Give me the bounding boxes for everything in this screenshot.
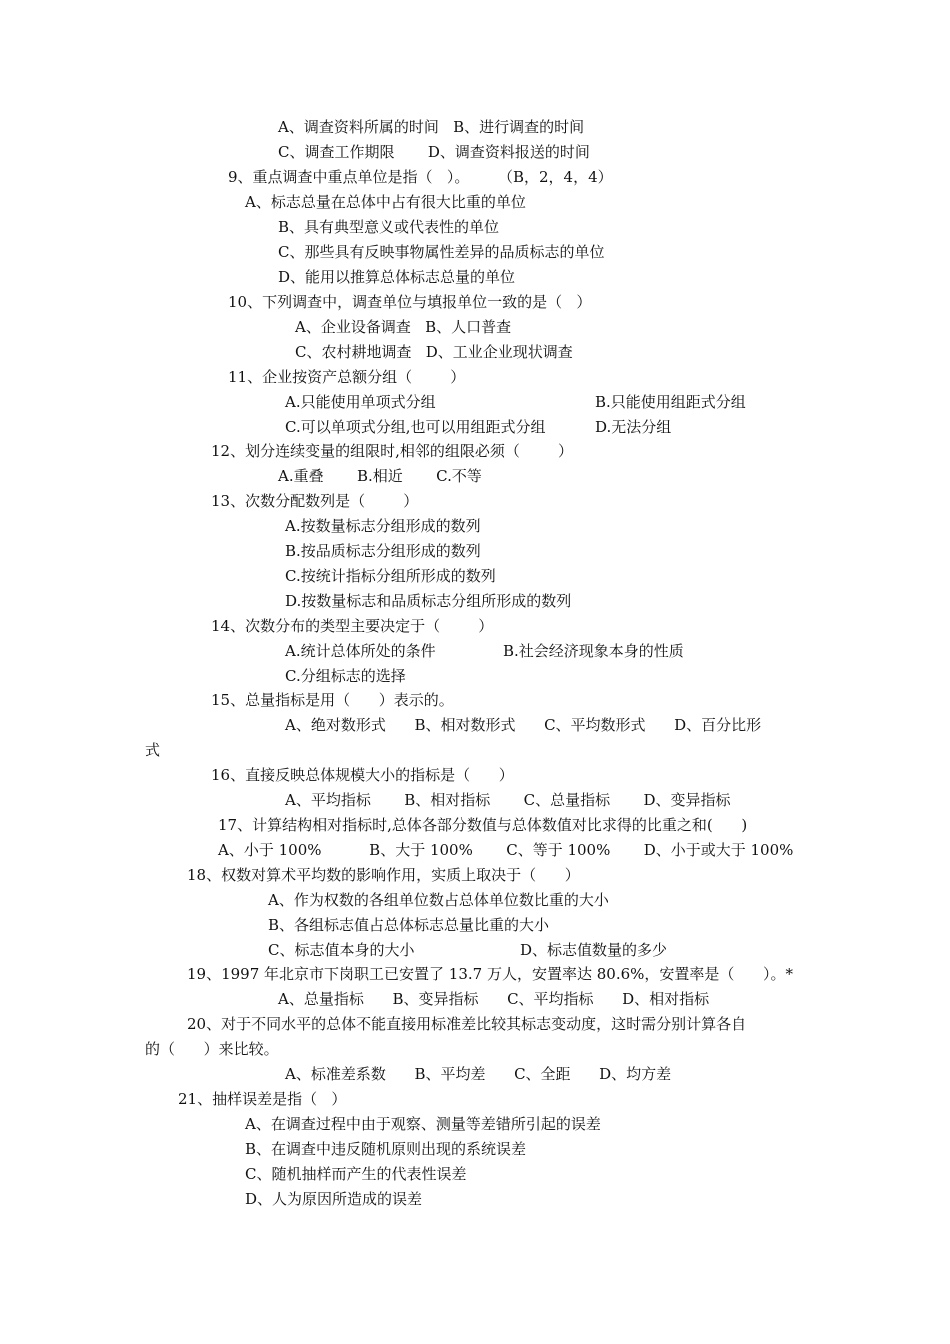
q20-options: A、标准差系数 B、平均差 C、全距 D、均方差 [285, 1065, 672, 1083]
q18-option-c: C、标志值本身的大小 [268, 941, 415, 959]
q14-question: 14、次数分布的类型主要决定于（ ） [211, 617, 494, 635]
q9-option-c: C、那些具有反映事物属性差异的品质标志的单位 [278, 243, 605, 261]
q11-question: 11、企业按资产总额分组（ ） [228, 368, 466, 386]
q13-option-d: D.按数量标志和品质标志分组所形成的数列 [285, 592, 572, 610]
q11-option-a: A.只能使用单项式分组 [285, 393, 436, 411]
q9-question: 9、重点调查中重点单位是指（ ）。 （B，2，4，4） [228, 168, 613, 186]
q13-option-c: C.按统计指标分组所形成的数列 [285, 567, 496, 585]
q16-options: A、平均指标 B、相对指标 C、总量指标 D、变异指标 [285, 791, 731, 809]
q11-option-d: D.无法分组 [595, 418, 672, 436]
q10-question: 10、下列调查中，调查单位与填报单位一致的是（ ） [228, 293, 592, 311]
q15-question: 15、总量指标是用（ ）表示的。 [211, 691, 454, 709]
q11-option-b: B.只能使用组距式分组 [595, 393, 746, 411]
q15-options-wrap: 式 [145, 741, 161, 759]
q13-option-a: A.按数量标志分组形成的数列 [285, 517, 481, 535]
q21-question: 21、抽样误差是指（ ） [178, 1090, 347, 1108]
q21-option-c: C、随机抽样而产生的代表性误差 [245, 1165, 467, 1183]
q18-option-b: B、各组标志值占总体标志总量比重的大小 [268, 916, 550, 934]
q20-question-wrap: 的（ ）来比较。 [145, 1040, 279, 1058]
q21-option-b: B、在调查中违反随机原则出现的系统误差 [245, 1140, 527, 1158]
q21-option-a: A、在调查过程中由于观察、测量等差错所引起的误差 [245, 1115, 601, 1133]
q16-question: 16、直接反映总体规模大小的指标是（ ） [211, 766, 514, 784]
q17-options: A、小于 100% B、大于 100% C、等于 100% D、小于或大于 100% [218, 841, 794, 859]
q13-question: 13、次数分配数列是（ ） [211, 492, 419, 510]
q9-option-a: A、标志总量在总体中占有很大比重的单位 [245, 193, 526, 211]
q20-question: 20、对于不同水平的总体不能直接用标准差比较其标志变动度，这时需分别计算各自 [187, 1015, 747, 1033]
q12-question: 12、划分连续变量的组限时,相邻的组限必须（ ） [211, 442, 574, 460]
q18-option-d: D、标志值数量的多少 [520, 941, 668, 959]
q21-option-d: D、人为原因所造成的误差 [245, 1190, 423, 1208]
q10-options-cd: C、农村耕地调查 D、工业企业现状调查 [295, 343, 573, 361]
q9-option-b: B、具有典型意义或代表性的单位 [278, 218, 500, 236]
q19-question: 19、1997 年北京市下岗职工已安置了 13.7 万人，安置率达 80.6%，安置率是（ ）。* [187, 965, 793, 983]
q8-options-cd: C、调查工作期限 D、调查资料报送的时间 [278, 143, 590, 161]
q10-options-ab: A、企业设备调查 B、人口普查 [295, 318, 512, 336]
q18-option-a: A、作为权数的各组单位数占总体单位数比重的大小 [268, 891, 609, 909]
q14-option-c: C.分组标志的选择 [285, 667, 406, 685]
q9-option-d: D、能用以推算总体标志总量的单位 [278, 268, 516, 286]
q12-options: A.重叠 B.相近 C.不等 [278, 467, 482, 485]
q15-options: A、绝对数形式 B、相对数形式 C、平均数形式 D、百分比形 [285, 716, 762, 734]
q14-option-a: A.统计总体所处的条件 [285, 642, 436, 660]
q19-options: A、总量指标 B、变异指标 C、平均指标 D、相对指标 [278, 990, 710, 1008]
q11-option-c: C.可以单项式分组,也可以用组距式分组 [285, 418, 546, 436]
q18-question: 18、权数对算术平均数的影响作用，实质上取决于（ ） [187, 866, 580, 884]
q17-question: 17、计算结构相对指标时,总体各部分数值与总体数值对比求得的比重之和( ) [218, 816, 748, 834]
q14-option-b: B.社会经济现象本身的性质 [503, 642, 684, 660]
q13-option-b: B.按品质标志分组形成的数列 [285, 542, 481, 560]
q8-options-ab: A、调查资料所属的时间 B、进行调查的时间 [278, 118, 585, 136]
